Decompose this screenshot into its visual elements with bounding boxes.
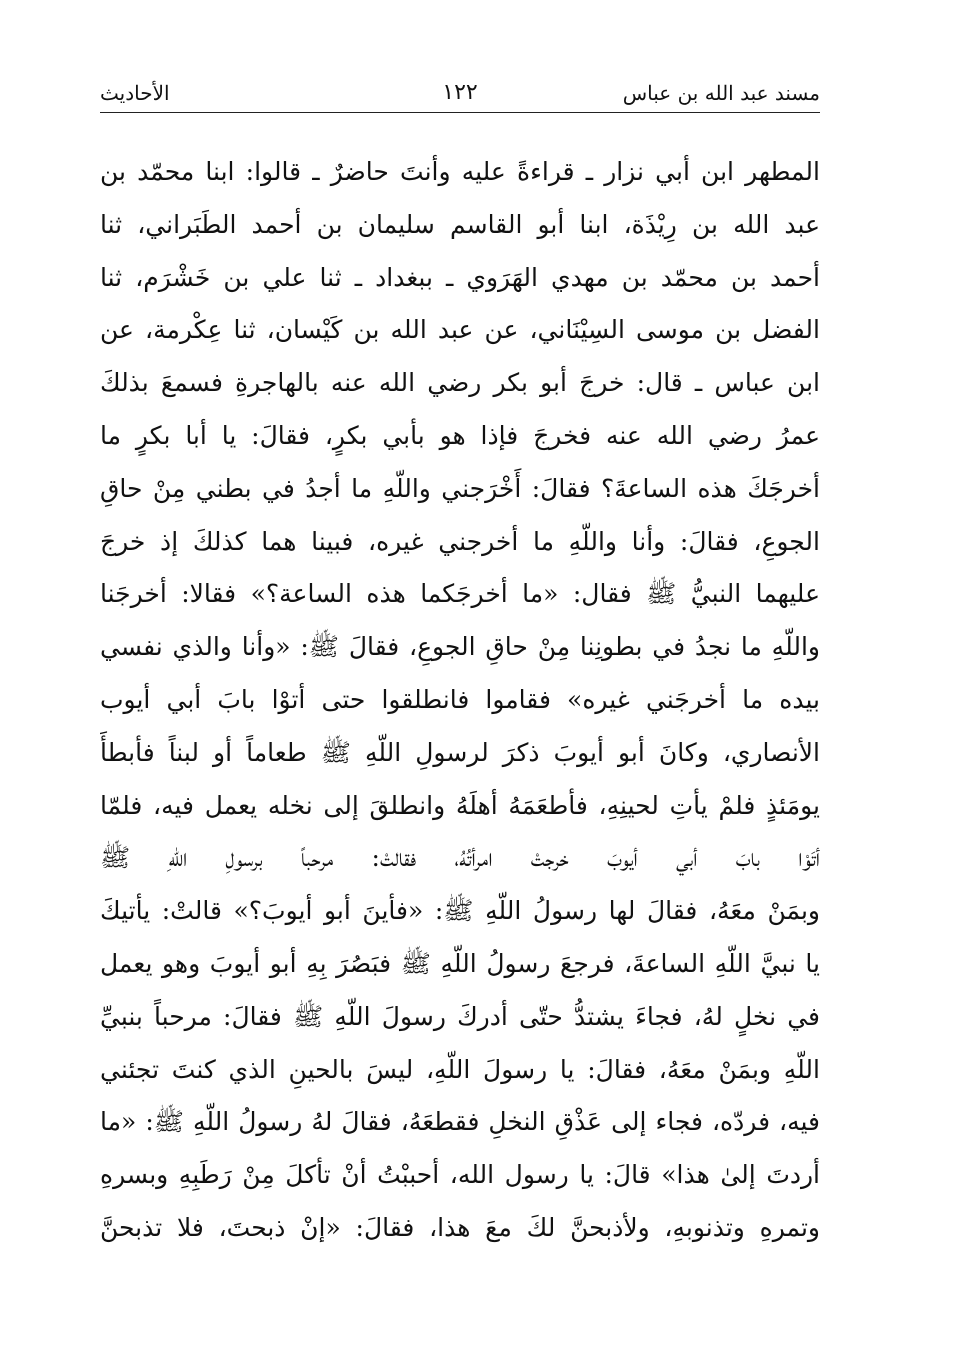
text-line: يا نبيَّ اللّهِ الساعةَ، فرجعَ رسولُ اللّهِ ﷺ فبَصُرَ بِهِ أبو أيوبَ وهو يعمل (100, 948, 820, 978)
text-line: اللّهِ وبمَنْ معَهُ، فقالَ: يا رسولَ اللّهِ، ليسَ بالحينِ الذي كنتَ تجئني (100, 1054, 820, 1084)
text-line: أخرجَكَ هذه الساعةَ؟ فقالَ: أَخْرَجني واللّهِ ما أجدُ في بطني مِنْ حاقِ (100, 473, 820, 503)
section-title: الأحاديث (100, 81, 170, 105)
text-line: أردتَ إلىٰ هذا» قالَ: يا رسول الله، أحببْتُ أنْ تأكلَ مِنْ رَطَبِهِ وبسرهِ (100, 1160, 820, 1190)
text-line: بيده ما أخرجَني غيره» فقاموا فانطلقوا حتى أتوْا بابَ أبي أيوب (100, 684, 820, 714)
text-line: ابن عباس ـ قال: خرجَ أبو بكر رضي الله عنه بالهاجرةِ فسمعَ بذلكَ (100, 368, 820, 398)
text-line: وتمرهِ وتذنوبهِ، ولأذبحنَّ لكَ معَ هذا، فقالَ: «إنْ ذبحتَ، فلا تذبحنَّ (100, 1212, 820, 1242)
text-line: الأنصاري، وكانَ أبو أيوبَ ذكرَ لرسولِ اللّهِ ﷺ طعاماً أو لبناً فأبطأَ (100, 737, 820, 767)
header-divider (100, 112, 820, 113)
book-title: مسند عبد الله بن عباس (622, 81, 820, 105)
text-line: واللّهِ ما نجدُ في بطونِنا مِنْ حاقِ الجوعِ، فقالَ ﷺ: «وأنا والذي نفسي (100, 632, 820, 662)
text-line: يومَئذٍ فلمْ يأتِ لحينِهِ، فأطعَمَهُ أهلَهُ وانطلقَ إلى نخله يعمل فيه، فلمّا (100, 790, 820, 820)
text-line: عبد الله بن رِيْذَة، ابنا أبو القاسم سليمان بن أحمد الطَبَراني، ثنا (100, 209, 820, 239)
text-line: وبمَنْ معَهُ، فقالَ لها رسولُ اللّهِ ﷺ: «فأينَ أبو أيوبَ؟» قالتْ: يأتيكَ (100, 896, 820, 926)
text-line: المطهر ابن أبي نزار ـ قراءةً عليه وأنتَ حاضرٌ ـ قالوا: ابنا محمّد بن (100, 157, 820, 186)
text-line: فيه، فردّه، فجاء إلى عَذْقِ النخلِ فقطعَهُ، فقالَ لهُ رسولُ اللّهِ ﷺ: «ما (100, 1107, 820, 1137)
text-line: الجوعِ، فقالَ: وأنا واللّهِ ما أخرجني غيره، فبينا هما كذلكَ إذ خرجَ (100, 526, 820, 556)
text-line: في نخلٍ لهُ، فجاءَ يشتدُّ حتّى أدركَ رسولَ اللّهِ ﷺ فقالَ: مرحباً بنبيِّ (100, 1001, 820, 1031)
page-number: ١٢٢ (442, 80, 478, 105)
text-line: أتَوْا بابَ أبي أيوبَ خرجتْ امرأتُهُ، فقالتْ: مرحباً برسولِ اللّهِ ﷺ (100, 843, 820, 873)
text-line: عمرُ رضي الله عنه فخرجَ فإذا هو بأبي بكرٍ، فقالَ: يا أبا بكرٍ ما (100, 420, 820, 450)
text-line: أحمد بن محمّد بن مهدي الهَرَوي ـ ببغداد ـ ثنا علي بن خَشْرَم، ثنا (100, 262, 820, 292)
running-header (100, 78, 820, 114)
text-line: الفضل بن موسى السِيْنَاني، عن عبد الله بن كَيْسان، ثنا عِكْرمة، عن (100, 315, 820, 345)
text-line: عليهما النبيُّ ﷺ فقال: «ما أخرجَكما هذه الساعة؟» فقالا: أخرجَنا (100, 579, 820, 609)
body-text (100, 146, 820, 1255)
